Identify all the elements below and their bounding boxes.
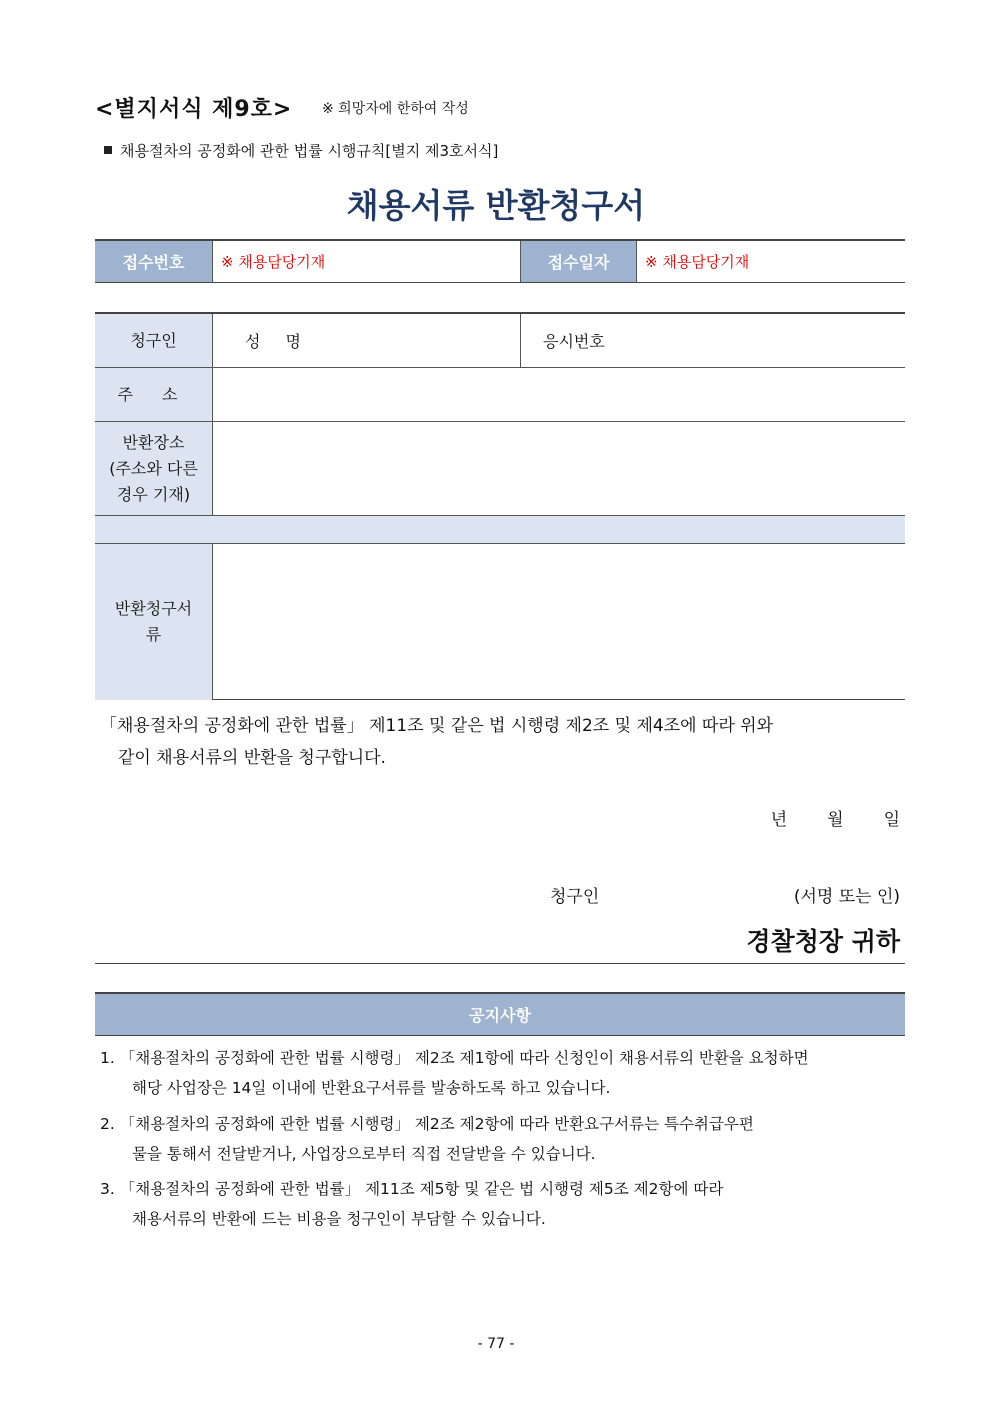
spacer-row	[95, 516, 905, 544]
signature-hint: (서명 또는 인)	[793, 887, 900, 907]
form-number: <별지서식 제9호>	[95, 97, 293, 122]
address-row	[95, 368, 905, 422]
notice-item	[100, 1043, 900, 1103]
form-note: ※ 희망자에 한하여 작성	[322, 101, 469, 117]
date-line	[650, 805, 900, 830]
page-number: - 77 -	[477, 1336, 515, 1352]
notice-item-line: 2. 「채용절차의 공정화에 관한 법률 시행령」 제2조 제2항에 따라 반환요구서류는 특수취급우편	[100, 1115, 754, 1133]
notice-item-line: 채용서류의 반환에 드는 비용을 청구인이 부담할 수 있습니다.	[132, 1210, 546, 1228]
month-label: 월	[827, 810, 844, 830]
receipt-date-value[interactable]: ※ 채용담당기재	[645, 253, 750, 271]
notice-item	[100, 1109, 900, 1169]
requester-signature-label: 청구인	[550, 887, 600, 907]
notice-item-line: 해당 사업장은 14일 이내에 반환요구서류를 발송하도록 하고 있습니다.	[132, 1079, 611, 1097]
name-label: 성 명	[245, 332, 311, 351]
statement-line: 「채용절차의 공정화에 관한 법률」 제11조 및 같은 법 시행령 제2조 및 제4조에 따라 위와	[100, 716, 774, 736]
addressee: 경찰청장 귀하	[746, 927, 900, 956]
return-place-label-line: 반환장소	[122, 432, 185, 452]
year-label: 년	[770, 810, 788, 830]
notice-heading: 공지사항	[95, 992, 905, 1036]
statement-line: 같이 채용서류의 반환을 청구합니다.	[118, 748, 386, 768]
legal-basis	[104, 140, 498, 161]
legal-basis-text: 채용절차의 공정화에 관한 법률 시행규칙[별지 제3호서식]	[120, 142, 499, 160]
square-bullet-icon	[104, 146, 112, 154]
divider	[95, 963, 905, 964]
address-label: 주 소	[95, 368, 213, 421]
requester-label: 청구인	[95, 314, 213, 367]
documents-label	[95, 544, 213, 700]
return-place-field[interactable]	[213, 422, 905, 515]
return-place-row	[95, 422, 905, 516]
receipt-number-value[interactable]: ※ 채용담당기재	[213, 241, 521, 282]
return-place-label-line: (주소와 다른	[109, 458, 198, 478]
page-title: 채용서류 반환청구서	[346, 186, 646, 225]
address-field[interactable]	[213, 368, 905, 421]
requester-row	[95, 314, 905, 368]
notice-item-line: 3. 「채용절차의 공정화에 관한 법률」 제11조 제5항 및 같은 법 시행령 제5조 제2항에 따라	[100, 1180, 724, 1198]
receipt-table	[95, 239, 905, 283]
request-form-table	[95, 312, 905, 700]
request-statement	[100, 710, 900, 774]
receipt-number-label: 접수번호	[95, 241, 213, 282]
documents-label-line: 반환청구서	[114, 599, 193, 618]
exam-number-field[interactable]	[521, 314, 905, 367]
exam-number-label: 응시번호	[543, 332, 605, 351]
notice-item	[100, 1174, 900, 1234]
documents-row	[95, 544, 905, 700]
day-label: 일	[883, 810, 900, 830]
return-place-label	[95, 422, 213, 515]
documents-field[interactable]	[213, 544, 905, 700]
documents-label-line: 류	[145, 625, 162, 644]
notice-item-line: 1. 「채용절차의 공정화에 관한 법률 시행령」 제2조 제1항에 따라 신청인이 채용서류의 반환을 요청하면	[100, 1049, 809, 1067]
notice-item-line: 물을 통해서 전달받거나, 사업장으로부터 직접 전달받을 수 있습니다.	[132, 1145, 596, 1163]
name-field[interactable]	[213, 314, 521, 367]
receipt-date-label: 접수일자	[521, 241, 637, 282]
return-place-label-line: 경우 기재)	[116, 484, 191, 504]
